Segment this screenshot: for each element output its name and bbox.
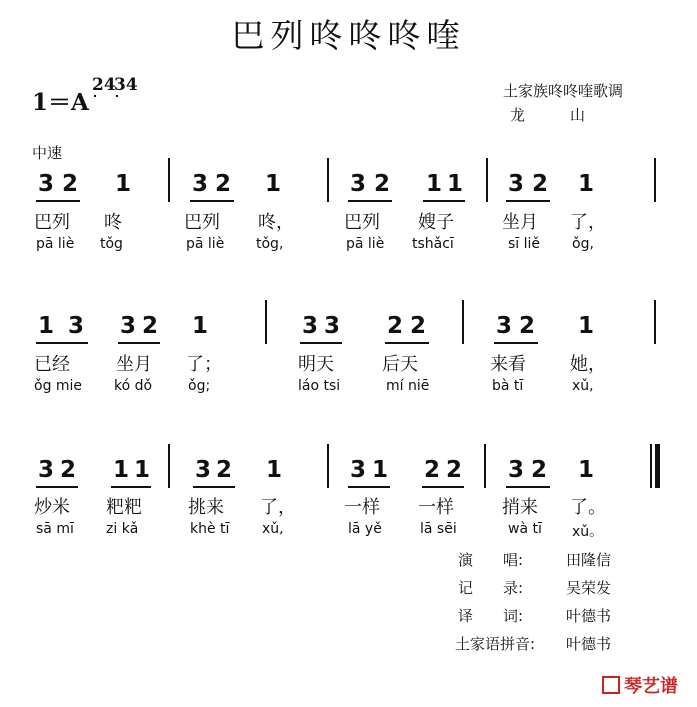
credit-name: 叶德书: [566, 635, 612, 653]
pinyin: ǒg,: [572, 236, 594, 252]
note: 1: [578, 171, 595, 197]
note: 3: [195, 457, 212, 483]
lyric: 了；: [186, 354, 222, 375]
pinyin: pā liè: [346, 236, 385, 252]
beam: [506, 486, 550, 488]
note: 3: [192, 171, 209, 197]
beam: [506, 200, 550, 202]
note: 2: [446, 457, 463, 483]
beam: [422, 486, 464, 488]
lyric: 后天: [382, 354, 418, 375]
note: 3: [68, 313, 85, 339]
logo-icon: [602, 676, 620, 694]
pinyin: xǔ,: [262, 521, 284, 537]
credit-label: 土家语拼音:: [455, 635, 536, 653]
beam: [423, 200, 465, 202]
credit-name: 叶德书: [566, 607, 612, 625]
time-signature-1: 2 4: [92, 75, 116, 95]
lyric: 明天: [298, 354, 334, 375]
pinyin: kó dǒ: [114, 378, 153, 394]
beam: [36, 342, 88, 344]
lyric: 巴列: [184, 212, 220, 233]
source-label: 土家族咚咚喹歌调: [503, 82, 624, 100]
lyric: 挑来: [188, 497, 224, 518]
barline: [462, 300, 464, 344]
pinyin: wà tī: [508, 521, 542, 537]
barline: [654, 300, 656, 344]
beam: [494, 342, 538, 344]
note: 1: [134, 457, 151, 483]
beam: [36, 486, 78, 488]
credit-label: 记 录:: [458, 579, 524, 597]
lyric: 一样: [344, 497, 380, 518]
credit-label: 译 词:: [458, 607, 524, 625]
beam: [118, 342, 160, 344]
pinyin: sā mī: [36, 521, 74, 537]
lyric: 巴列: [34, 212, 70, 233]
beam: [111, 486, 151, 488]
note: 3: [324, 313, 341, 339]
barline: [327, 158, 329, 202]
lyric: 炒米: [34, 497, 70, 518]
barline: [654, 158, 656, 202]
note: 2: [142, 313, 159, 339]
lyric: 了。: [570, 497, 606, 518]
key-signature: 1＝A: [32, 89, 89, 116]
barline: [168, 158, 170, 202]
lyric: 嫂子: [418, 212, 454, 233]
note: 1: [38, 313, 55, 339]
beam: [348, 486, 390, 488]
note: 1: [447, 171, 464, 197]
lyric: 来看: [490, 354, 526, 375]
barline: [327, 444, 329, 488]
time-signature-2: 3 4: [114, 75, 138, 95]
credit-name: 吴荣发: [566, 579, 612, 597]
pinyin: láo tsi: [298, 378, 341, 394]
note: 2: [216, 457, 233, 483]
note: 1: [192, 313, 209, 339]
note: 1: [113, 457, 130, 483]
note: 1: [372, 457, 389, 483]
final-barline-thick: [655, 444, 660, 488]
credit-name: 田隆信: [566, 551, 612, 569]
note: 3: [496, 313, 513, 339]
pinyin: lā yě: [348, 521, 382, 537]
note: 3: [302, 313, 319, 339]
lyric: 她，: [570, 354, 606, 375]
note: 3: [350, 457, 367, 483]
note: 1: [115, 171, 132, 197]
tempo-marking: 中速: [32, 144, 63, 162]
pinyin: tshǎcī: [412, 236, 454, 252]
barline: [265, 300, 267, 344]
pinyin: pā liè: [36, 236, 75, 252]
lyric: 巴列: [344, 212, 380, 233]
pinyin: pā liè: [186, 236, 225, 252]
pinyin: tǒg: [100, 236, 123, 252]
pinyin: ǒg;: [188, 378, 211, 394]
note: 1: [426, 171, 443, 197]
note: 2: [531, 457, 548, 483]
lyric: 粑粑: [106, 497, 142, 518]
note: 1: [578, 313, 595, 339]
lyric: 已经: [34, 354, 70, 375]
beam: [348, 200, 392, 202]
beam: [193, 486, 235, 488]
pinyin: ǒg mie: [34, 378, 83, 394]
lyric: 坐月: [116, 354, 152, 375]
lyric: 咚，: [258, 212, 294, 233]
credit-label: 演 唱:: [458, 551, 524, 569]
note: 2: [519, 313, 536, 339]
note: 2: [60, 457, 77, 483]
lyric: 一样: [418, 497, 454, 518]
note: 2: [62, 171, 79, 197]
lyric: 捎来: [502, 497, 538, 518]
song-title: 巴列咚咚咚喹: [231, 16, 466, 55]
pinyin: zi kǎ: [106, 521, 139, 537]
pinyin: lā sēi: [420, 521, 457, 537]
pinyin: tǒg,: [256, 236, 284, 252]
lyric: 了，: [260, 497, 296, 518]
note: 2: [215, 171, 232, 197]
pinyin: khè tī: [190, 521, 230, 537]
pinyin: mí niē: [386, 378, 430, 394]
note: 3: [508, 457, 525, 483]
note: 1: [266, 457, 283, 483]
barline: [486, 158, 488, 202]
beam: [300, 342, 342, 344]
lyric: 坐月: [502, 212, 538, 233]
note: 3: [38, 457, 55, 483]
final-barline-thin: [650, 444, 652, 488]
note: 2: [424, 457, 441, 483]
pinyin: bà tī: [492, 378, 524, 394]
note: 3: [508, 171, 525, 197]
note: 1: [265, 171, 282, 197]
collector-label: 龙 山: [510, 106, 586, 124]
beam: [36, 200, 80, 202]
note: 3: [350, 171, 367, 197]
note: 2: [374, 171, 391, 197]
barline: [484, 444, 486, 488]
watermark-logo: 琴艺谱: [602, 672, 678, 698]
barline: [168, 444, 170, 488]
note: 2: [532, 171, 549, 197]
note: 2: [410, 313, 427, 339]
pinyin: sī liě: [508, 236, 541, 252]
note: 3: [38, 171, 55, 197]
lyric: 咚: [104, 212, 122, 233]
note: 1: [578, 457, 595, 483]
pinyin: xǔ。: [572, 524, 604, 540]
pinyin: xǔ,: [572, 378, 594, 394]
beam: [385, 342, 429, 344]
lyric: 了，: [570, 212, 606, 233]
beam: [190, 200, 234, 202]
note: 2: [387, 313, 404, 339]
note: 3: [120, 313, 137, 339]
